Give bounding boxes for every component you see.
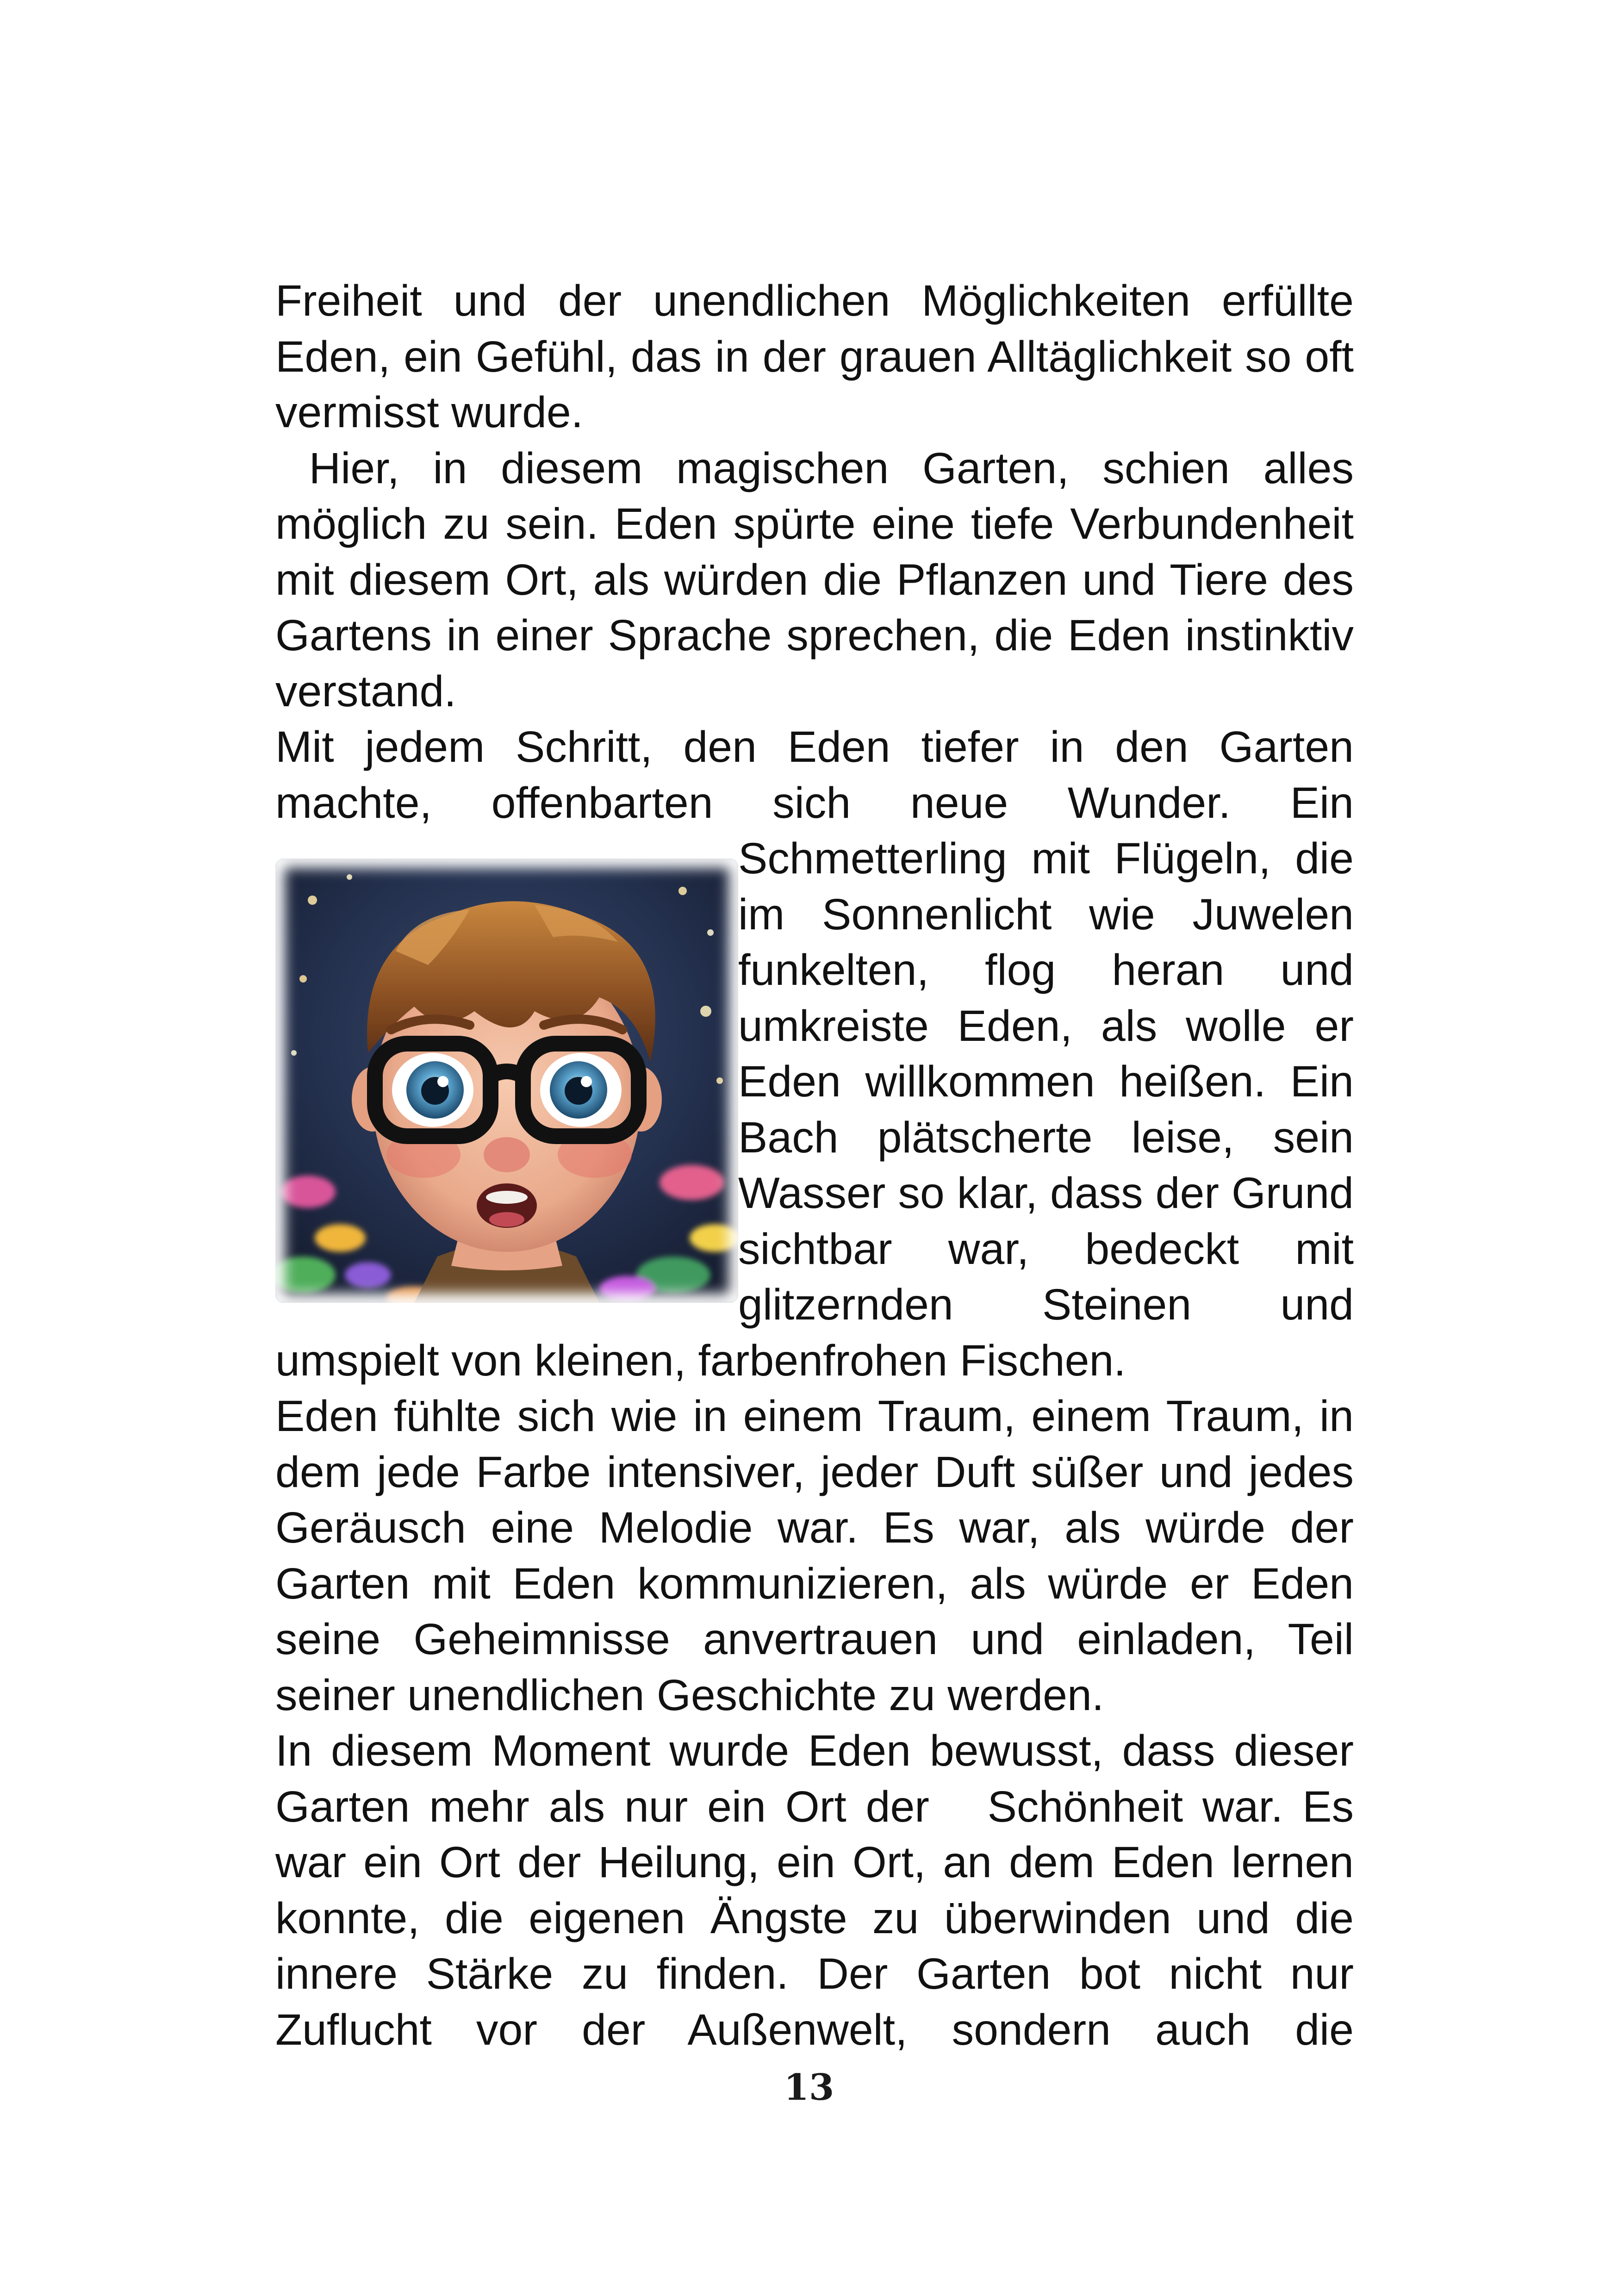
paragraph-5: In diesem Moment wurde Eden bewusst, dass dieser Garten mehr als nur ein Ort der Schönheit war. Es war ein Ort der Heilung, ein Ort, an dem Eden lernen konnte, die eigenen Ängste zu überwinden und die innere Stärke zu finden. Der Garten bot nicht nur Zuflucht vor der Außenwelt, sondern auch die xyxy=(275,1726,1366,2054)
paragraph-3-wrapped: Schmetterling mit Flügeln, die im Sonnenlicht wie Juwelen funkelten, flog heran und umkreiste Eden, als wolle er Eden willkommen heißen. Ein Bach plätscherte leise, sein Wasser so klar, dass der Grund sichtbar war, bedeckt mit glitzernden Steinen und umspielt von kleinen, farbenfrohen Fischen. xyxy=(275,834,1354,1385)
paragraph-4: Eden fühlte sich wie in einem Traum, einem Traum, in dem jede Farbe intensiver, jeder Duft süßer und jedes Geräusch eine Melodie war. Es war, als würde der Garten mit Eden kommunizieren, als würde er Eden seine Geheimnisse anvertrauen und einladen, Teil seiner unendlichen Geschichte zu werden. xyxy=(275,1392,1354,1720)
body-text xyxy=(275,273,1366,2058)
child-with-glasses-illustration xyxy=(275,859,738,1303)
paragraph-1: Freiheit und der unendlichen Möglichkeiten erfüllte Eden, ein Gefühl, das in der grauen Alltäglichkeit so oft vermisst wurde. xyxy=(275,276,1354,437)
page-number: 13 xyxy=(784,2066,834,2109)
paragraph-3-intro: Mit jedem Schritt, den Eden tiefer in den Garten machte, offenbarten sich neue Wunder. Ein xyxy=(275,722,1354,828)
image-wrap-section xyxy=(275,831,1354,1388)
paragraph-2: Hier, in diesem magischen Garten, schien alles möglich zu sein. Eden spürte eine tiefe Verbundenheit mit diesem Ort, als würden die Pflanzen und Tiere des Gartens in einer Sprache sprechen, die Eden instinktiv verstand. xyxy=(275,443,1366,716)
